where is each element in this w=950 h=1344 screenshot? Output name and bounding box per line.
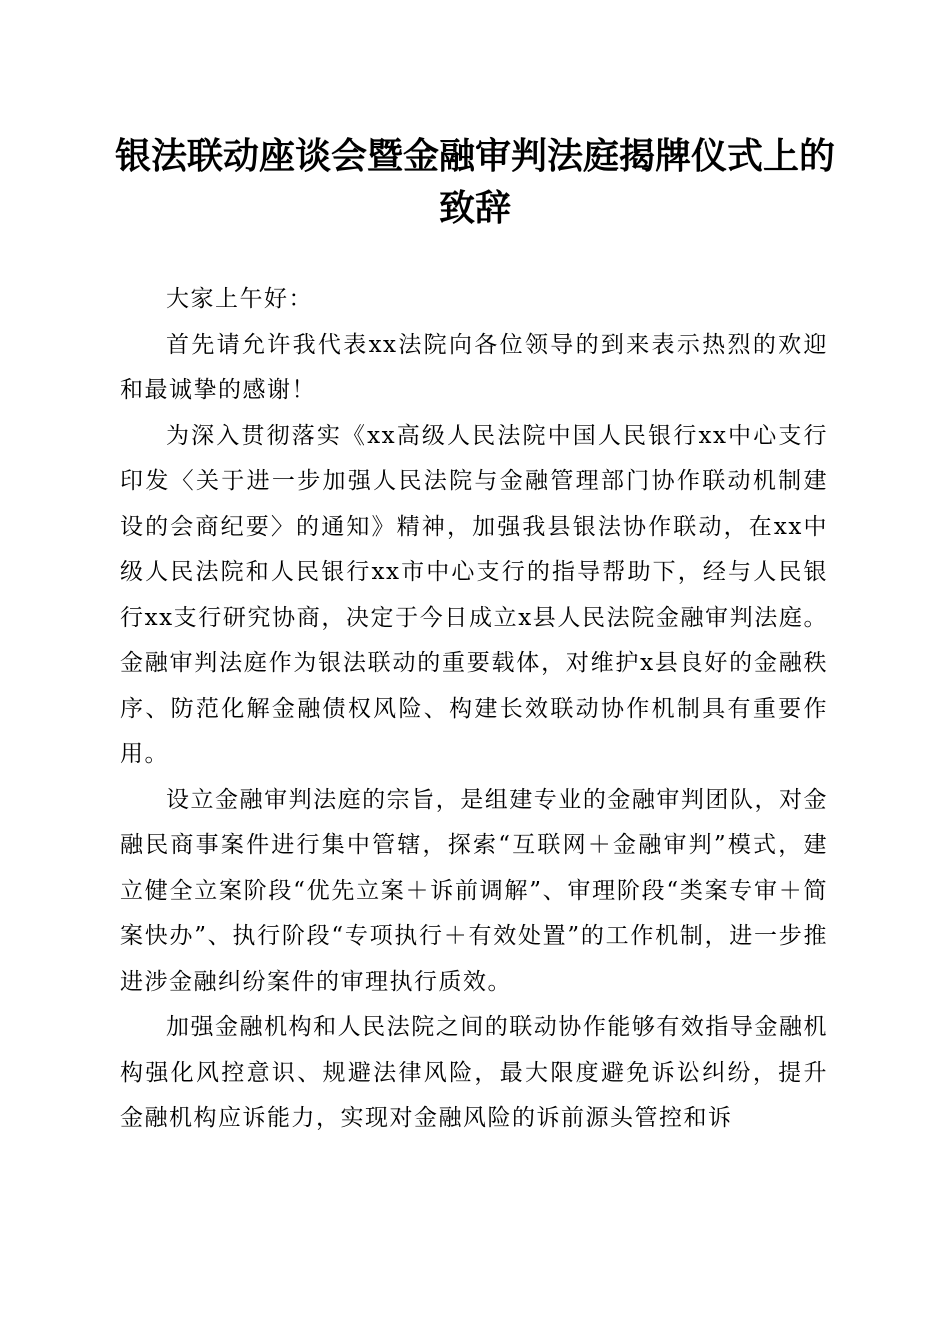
paragraph-background: 为深入贯彻落实《xx高级人民法院中国人民银行xx中心支行印发〈关于进一步加强人民法院与金融管理部门协作联动机制建设的会商纪要〉的通知》精神，加强我县银法协作联动，在xx中级人民法院和人民银行xx市中心支行的指导帮助下，经与人民银行xx支行研究协商，决定于今日成立x县人民法院金融审判法庭。金融审判法庭作为银法联动的重要载体，对维护x县良好的金融秩序、防范化解金融债权风险、构建长效联动协作机制具有重要作用。: [120, 422, 828, 767]
document-title: [110, 130, 840, 234]
paragraph-greeting: 大家上午好：: [166, 286, 313, 312]
paragraph-purpose: 设立金融审判法庭的宗旨，是组建专业的金融审判团队，对金融民商事案件进行集中管辖，探索“互联网＋金融审判”模式，建立健全立案阶段“优先立案＋诉前调解”、审理阶段“类案专审＋简案快办”、执行阶段“专项执行＋有效处置”的工作机制，进一步推进涉金融纠纷案件的审理执行质效。: [120, 786, 828, 995]
title-line-2: 致辞: [438, 187, 511, 229]
paragraph-cooperation: 加强金融机构和人民法院之间的联动协作能够有效指导金融机构强化风控意识、规避法律风险，最大限度避免诉讼纠纷，提升金融机构应诉能力，实现对金融风险的诉前源头管控和诉: [120, 1014, 828, 1131]
title-line-1: 银法联动座谈会暨金融审判法庭揭牌仪式上的: [114, 135, 835, 177]
document-body: [120, 277, 828, 1142]
paragraph-thanks: 首先请允许我代表xx法院向各位领导的到来表示热烈的欢迎和最诚挚的感谢！: [120, 331, 828, 403]
